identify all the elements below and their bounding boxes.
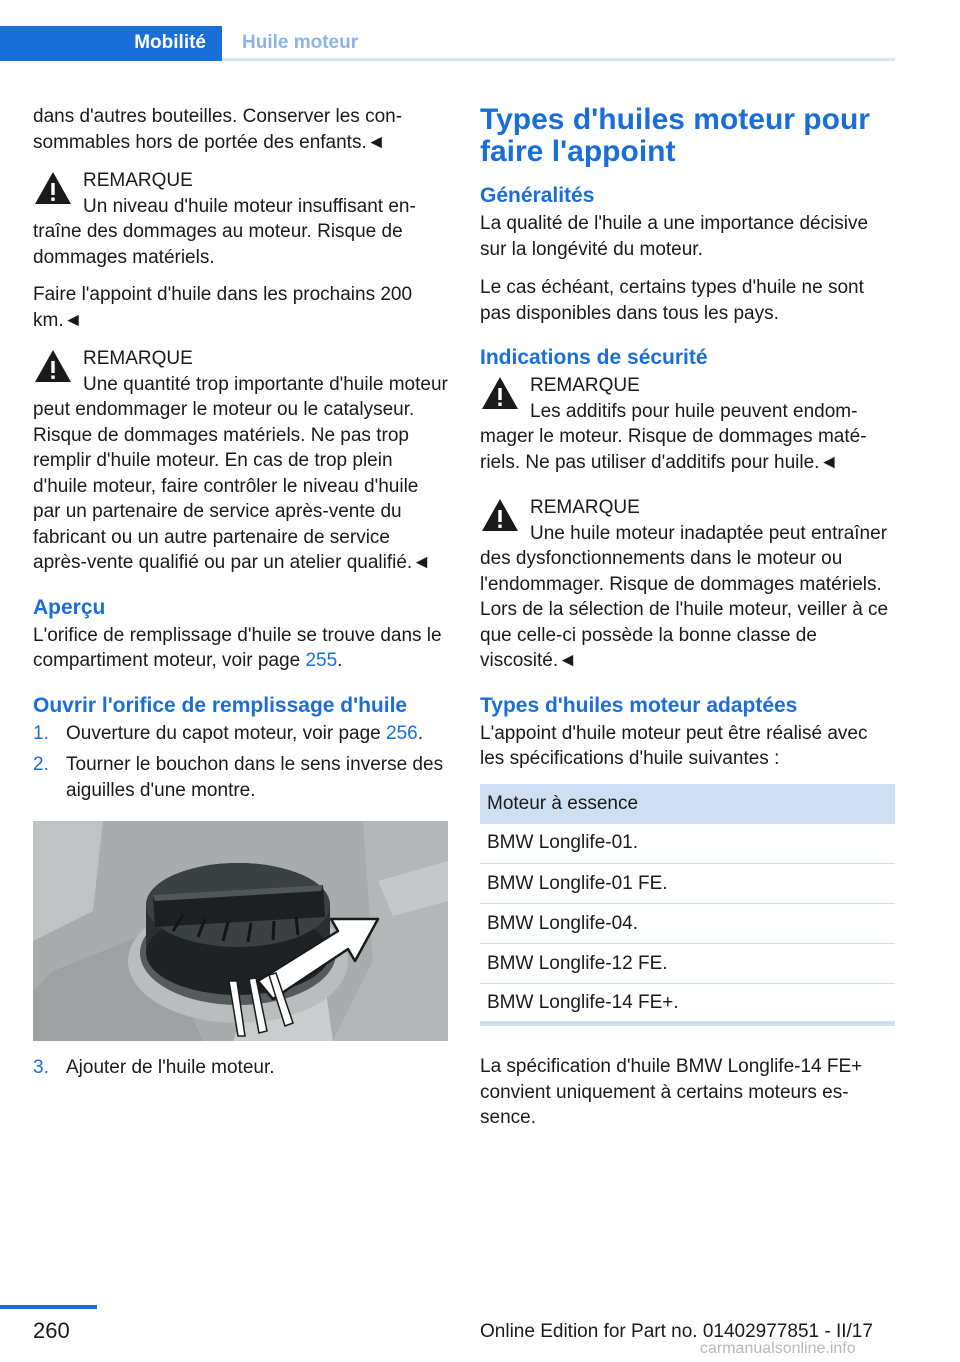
body-text: La spécification d'huile BMW Longlife-14 FE+ convient uniquement à certains moteurs essence.	[480, 1056, 863, 1128]
steps-list	[33, 721, 448, 804]
tab-mobilite[interactable]	[0, 26, 222, 61]
edition-text: Online Edition for Part no. 01402977851 - II/17	[480, 1321, 873, 1342]
warning-text: Un niveau d'huile moteur insuffisant entraîne des dommages au moteur. Risque de dommages matériels.	[33, 195, 416, 268]
warning-text: Une quantité trop importante d'huile moteur peut endommager le moteur ou le catalyseur. Risque de dommages matériels. Ne pas trop remplir d'huile moteur. En cas de trop plein d'huile moteur, faire contrôler le niveau d'huile par un partenaire de service après-vente du fabricant ou un autre partenaire de service après-vente qualifié ou par un atelier qualifié.◄	[33, 373, 448, 573]
section-heading-ouvrir: Ouvrir l'orifice de remplissage d'huile	[33, 693, 408, 717]
body-text: L'appoint d'huile moteur peut être réalisé avec les spécifications d'huile suivantes :	[480, 722, 868, 769]
warning-title: REMARQUE	[530, 375, 640, 396]
list-item	[33, 721, 448, 747]
table-row	[480, 984, 895, 1024]
warning-block	[480, 495, 895, 674]
step-number: 1.	[33, 722, 49, 744]
warning-block	[33, 168, 448, 270]
warning-triangle-icon	[33, 348, 73, 384]
warning-text: Une huile moteur inadaptée peut entraîner des dysfonctionnements dans le moteur ou l'endommager. Risque de dommages matériels. Lors de la sélection de l'huile moteur, veiller à ce que celle-ci possède la bonne classe de viscosité.◄	[480, 522, 889, 671]
page-number: 260	[33, 1318, 70, 1343]
step-text: Ouverture du capot moteur, voir page	[66, 722, 387, 744]
step-text: Tourner le bouchon dans le sens inverse des aiguilles d'une montre.	[66, 754, 444, 801]
section-title: Types d'huiles moteur pour faire l'appoint	[480, 103, 870, 168]
warning-triangle-icon	[480, 497, 520, 533]
oil-cap-photo	[33, 821, 448, 1041]
apercu-text	[33, 623, 448, 674]
step-suffix: .	[417, 722, 423, 744]
tab-mobilite-label: Mobilité	[134, 32, 206, 53]
table-cell: BMW Longlife-14 FE+.	[480, 984, 895, 1024]
footer-rule	[0, 1305, 97, 1309]
table-row	[480, 864, 895, 904]
oil-cap-illustration	[33, 821, 448, 1041]
step-text: Ajouter de l'huile moteur.	[66, 1057, 275, 1078]
warning-block	[33, 346, 448, 576]
warning-triangle-icon	[33, 170, 73, 206]
warning-block	[480, 373, 895, 475]
table-header: Moteur à essence	[480, 784, 895, 824]
warning-title: REMARQUE	[530, 497, 640, 518]
section-heading-adaptees: Types d'huiles moteur adaptées	[480, 693, 798, 717]
right-column	[480, 104, 895, 1144]
oil-spec-table	[480, 784, 895, 1027]
list-item	[33, 752, 448, 803]
watermark-text: carmanualsonline.info	[700, 1340, 856, 1357]
page-header	[0, 0, 895, 62]
table-row	[480, 904, 895, 944]
page-link-255[interactable]: 255	[305, 650, 338, 671]
body-text: La qualité de l'huile a une importance décisive sur la longévité du moteur.	[480, 213, 869, 260]
table-cell: BMW Longlife-12 FE.	[480, 944, 895, 984]
body-text: Faire l'appoint d'huile dans les prochains 200 km.◄	[33, 284, 413, 331]
tab-huile-moteur[interactable]	[222, 26, 895, 61]
tab-huile-moteur-label: Huile moteur	[242, 32, 359, 53]
step-number: 3.	[33, 1057, 49, 1078]
section-heading-apercu: Aperçu	[33, 595, 106, 619]
apercu-text-body: L'orifice de remplissage d'huile se trouve dans le compartiment moteur, voir page	[33, 624, 442, 671]
steps-list-continued	[33, 1055, 448, 1081]
page-link-256[interactable]: 256	[386, 722, 418, 744]
warning-title: REMARQUE	[83, 170, 193, 191]
table-cell: BMW Longlife-01.	[480, 824, 895, 864]
warning-title: REMARQUE	[83, 348, 193, 369]
table-row	[480, 944, 895, 984]
table-row	[480, 824, 895, 864]
section-heading-securite: Indications de sécurité	[480, 346, 708, 369]
table-header-row	[480, 784, 895, 824]
step-number: 2.	[33, 754, 49, 775]
table-cell: BMW Longlife-01 FE.	[480, 864, 895, 904]
warning-triangle-icon	[480, 375, 520, 411]
left-column	[33, 104, 448, 1095]
section-heading-generalites: Généralités	[480, 184, 595, 207]
body-text: Le cas échéant, certains types d'huile ne sont pas disponibles dans tous les pays.	[480, 277, 864, 324]
warning-text: Les additifs pour huile peuvent endommager le moteur. Risque de dommages matériels. Ne pas utiliser d'additifs pour huile.◄	[480, 400, 867, 473]
list-item	[33, 1055, 448, 1081]
table-cell: BMW Longlife-04.	[480, 904, 895, 944]
intro-text: dans d'autres bouteilles. Conserver les consommables hors de portée des enfants.◄	[33, 106, 403, 153]
apercu-text-suffix: .	[337, 650, 343, 671]
